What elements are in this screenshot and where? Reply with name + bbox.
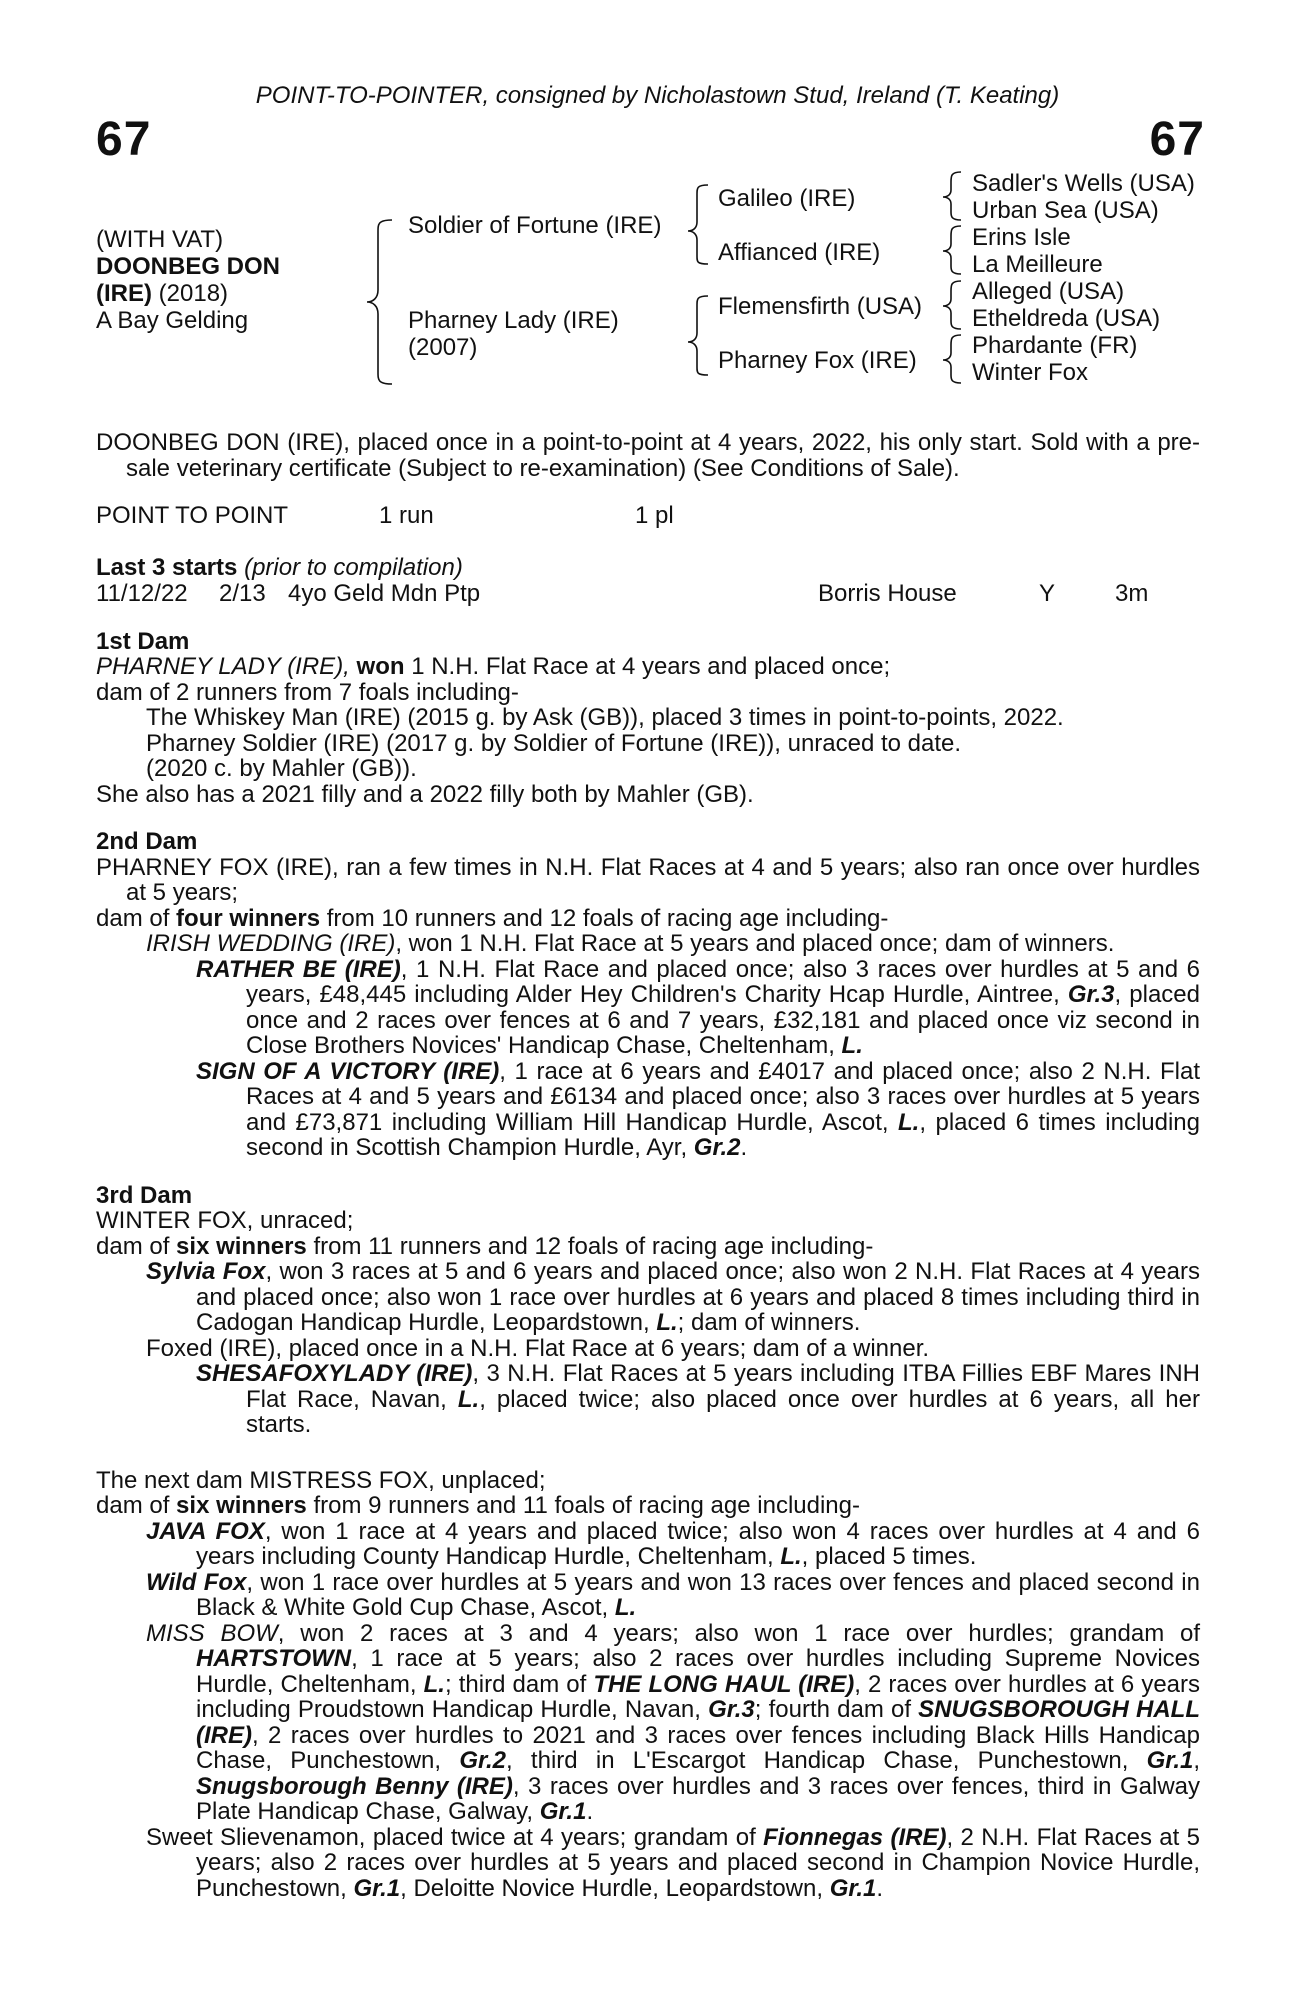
first-dam-heading: 1st Dam bbox=[96, 627, 190, 655]
wild-fox-entry: Wild Fox, won 1 race over hurdles at 5 years and won 13 races over fences and placed second in Black & White Gold Cup Chase, Ascot, L. bbox=[146, 1568, 1200, 1621]
sylvia-fox-entry: Sylvia Fox, won 3 races at 5 and 6 years and placed once; also won 2 N.H. Flat Races at 4 years and placed once; also won 1 race over hurdles at 6 years and placed 8 times including third in Cadogan Handicap Hurdle, Leopardstown, L.; dam of winners. bbox=[146, 1258, 1200, 1336]
miss-bow-entry: MISS BOW, won 2 races at 3 and 4 years; also won 1 race over hurdles; grandam of HARTSTOWN, 1 race at 5 years; also 2 races over hurdles including Supreme Novices Hurdle, Cheltenham, L.; third dam of THE LONG HAUL (IRE), 2 races over hurdles at 6 years including Proudstown Handicap Hurdle, Navan, Gr.3; fourth dam of SNUGSBOROUGH HALL (IRE), 2 races over hurdles to 2021 and 3 races over fences including Black Hills Handicap Chase, Punchestown, Gr.2, third in L'Escargot Handicap Chase, Punchestown, Gr.1, Snugsborough Benny (IRE), 3 races over hurdles and 3 races over fences, third in Galway Plate Handicap Chase, Galway, Gr.1. bbox=[146, 1619, 1201, 1825]
ancestor-3: Erins Isle bbox=[972, 224, 1071, 251]
next-dam-produce: dam of six winners from 9 runners and 11 foals of racing age including- bbox=[96, 1492, 860, 1519]
ancestor-1: Sadler's Wells (USA) bbox=[972, 170, 1195, 197]
lot-number-left: 67 bbox=[96, 113, 152, 166]
sire-sire: Galileo (IRE) bbox=[718, 185, 856, 212]
start-position: 2/13 bbox=[219, 579, 266, 607]
intro-paragraph: DOONBEG DON (IRE), placed once in a point-to-point at 4 years, 2022, his only start. Sold with a pre-sale veterinary certificate (Subject to re-examination) (See Conditions of Sale). bbox=[96, 429, 1200, 482]
start-going: Y bbox=[1039, 579, 1056, 607]
sweet-slievenamon-entry: Sweet Slievenamon, placed twice at 4 years; grandam of Fionnegas (IRE), 2 N.H. Flat Races at 5 years; also 2 races over hurdles at 5 years and placed second in Champion Novice Hurdle, Punchestown, Gr.1, Deloitte Novice Hurdle, Leopardstown, Gr.1. bbox=[146, 1823, 1201, 1902]
dam: Pharney Lady (IRE) bbox=[408, 307, 619, 334]
lot-number-right: 67 bbox=[1149, 113, 1205, 166]
java-fox-entry: JAVA FOX, won 1 race at 4 years and placed twice; also won 4 races over hurdles at 4 and 6 years including County Handicap Hurdle, Cheltenham, L., placed 5 times. bbox=[146, 1517, 1200, 1570]
start-race: 4yo Geld Mdn Ptp bbox=[288, 579, 481, 607]
ancestor-5: Alleged (USA) bbox=[972, 278, 1125, 305]
first-dam-closing: She also has a 2021 filly and a 2022 filly both by Mahler (GB). bbox=[96, 780, 754, 808]
last-start-row bbox=[96, 581, 1200, 607]
first-dam-produce: dam of 2 runners from 7 foals including- bbox=[96, 678, 519, 706]
dam-sire: Flemensfirth (USA) bbox=[718, 293, 923, 320]
last-starts-heading: Last 3 starts (prior to compilation) bbox=[96, 554, 463, 581]
dam-year: (2007) bbox=[408, 334, 478, 361]
foxed-entry: Foxed (IRE), placed once in a N.H. Flat Race at 6 years; dam of a winner. bbox=[146, 1334, 930, 1362]
start-distance: 3m bbox=[1115, 579, 1149, 607]
catalogue-body bbox=[96, 430, 1200, 1901]
third-dam-produce: dam of six winners from 11 runners and 12 foals of racing age including- bbox=[96, 1232, 874, 1260]
shesafoxylady-entry: SHESAFOXYLADY (IRE), 3 N.H. Flat Races at 5 years including ITBA Fillies EBF Mares INH Flat Race, Navan, L., placed twice; also placed once over hurdles at 6 years, all her starts. bbox=[196, 1360, 1201, 1438]
sire: Soldier of Fortune (IRE) bbox=[408, 212, 662, 239]
horse-name: DOONBEG DON bbox=[96, 253, 281, 280]
ancestor-6: Etheldreda (USA) bbox=[972, 305, 1161, 332]
first-dam-progeny-1: The Whiskey Man (IRE) (2015 g. by Ask (GB)), placed 3 times in point-to-points, 2022. bbox=[146, 704, 1064, 731]
irish-wedding-entry: IRISH WEDDING (IRE), won 1 N.H. Flat Race at 5 years and placed once; dam of winners. bbox=[146, 930, 1115, 957]
horse-year: (2018) bbox=[158, 280, 229, 307]
third-dam-line: WINTER FOX, unraced; bbox=[96, 1207, 354, 1234]
vat-label: (WITH VAT) bbox=[96, 226, 224, 253]
start-course: Borris House bbox=[818, 579, 957, 607]
race-record bbox=[96, 503, 1200, 529]
ancestor-4: La Meilleure bbox=[972, 251, 1103, 278]
first-dam-progeny-2: Pharney Soldier (IRE) (2017 g. by Soldier of Fortune (IRE)), unraced to date. bbox=[146, 729, 962, 757]
sign-of-a-victory-entry: SIGN OF A VICTORY (IRE), 1 race at 6 years and £4017 and placed once; also 2 N.H. Flat Races at 4 and 5 years and £6134 and placed once; also 3 races over hurdles at 5 years and £73,871 including William Hill Handicap Hurdle, Ascot, L., placed 6 times including second in Scottish Champion Hurdle, Ayr, Gr.2. bbox=[196, 1057, 1200, 1161]
dam-dam: Pharney Fox (IRE) bbox=[718, 347, 917, 374]
sire-dam: Affianced (IRE) bbox=[718, 239, 881, 266]
consignment-header: POINT-TO-POINTER, consigned by Nicholastown Stud, Ireland (T. Keating) bbox=[255, 82, 1060, 109]
next-dam-line: The next dam MISTRESS FOX, unplaced; bbox=[96, 1466, 546, 1494]
horse-description: A Bay Gelding bbox=[96, 307, 249, 334]
first-dam-line: PHARNEY LADY (IRE), won 1 N.H. Flat Race at 4 years and placed once; bbox=[96, 653, 891, 680]
first-dam-progeny-3: (2020 c. by Mahler (GB)). bbox=[146, 755, 417, 782]
ancestor-7: Phardante (FR) bbox=[972, 332, 1138, 359]
third-dam-heading: 3rd Dam bbox=[96, 1181, 193, 1209]
ancestor-2: Urban Sea (USA) bbox=[972, 197, 1159, 224]
record-label: POINT TO POINT bbox=[96, 502, 289, 529]
horse-country: (IRE) bbox=[96, 280, 152, 307]
second-dam-produce: dam of four winners from 10 runners and 12 foals of racing age including- bbox=[96, 904, 889, 932]
ancestor-8: Winter Fox bbox=[972, 359, 1089, 386]
second-dam-heading: 2nd Dam bbox=[96, 828, 198, 855]
second-dam-line: PHARNEY FOX (IRE), ran a few times in N.H. Flat Races at 4 and 5 years; also ran once over hurdles at 5 years; bbox=[96, 853, 1200, 906]
start-date: 11/12/22 bbox=[96, 579, 188, 607]
rather-be-entry: RATHER BE (IRE), 1 N.H. Flat Race and placed once; also 3 races over hurdles at 5 and 6 years, £48,445 including Alder Hey Children's Charity Hcap Hurdle, Aintree, Gr.3, placed once and 2 races over fences at 6 and 7 years, £32,181 and placed once viz second in Close Brothers Novices' Handicap Chase, Cheltenham, L. bbox=[196, 955, 1201, 1059]
record-placings: 1 pl bbox=[635, 502, 674, 529]
record-runs: 1 run bbox=[379, 502, 434, 529]
